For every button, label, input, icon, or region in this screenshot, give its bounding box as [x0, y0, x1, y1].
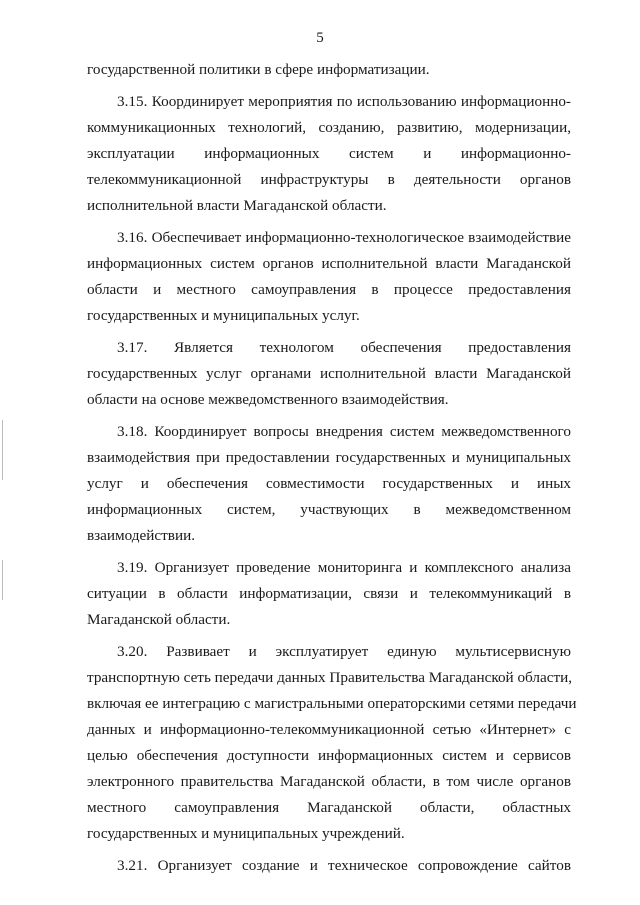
- text-line: 3.18. Координирует вопросы внедрения систем межведомственного: [117, 423, 571, 440]
- text-line: области и местного самоуправления в процессе предоставления: [87, 281, 571, 298]
- text-line: эксплуатации информационных систем и информационно-: [87, 145, 571, 162]
- text-line: данных и информационно-телекоммуникационной сетью «Интернет» с: [87, 721, 571, 738]
- text-line: информационных систем, участвующих в межведомственном: [87, 501, 571, 518]
- text-line: государственной политики в сфере информатизации.: [87, 61, 430, 78]
- text-line: информационных систем органов исполнительной власти Магаданской: [87, 255, 571, 272]
- scan-margin-mark: [2, 420, 3, 480]
- text-line: ситуации в области информатизации, связи и телекоммуникаций в: [87, 585, 571, 602]
- text-line: Магаданской области.: [87, 611, 231, 628]
- text-line: 3.16. Обеспечивает информационно-технологическое взаимодействие: [117, 229, 571, 246]
- text-line: местного самоуправления Магаданской области, областных: [87, 799, 571, 816]
- text-line: транспортную сеть передачи данных Правительства Магаданской области,: [87, 669, 573, 686]
- paragraph-3-19: [87, 555, 571, 633]
- text-line: 3.19. Организует проведение мониторинга и комплексного анализа: [117, 559, 571, 576]
- text-line: государственных услуг органами исполнительной власти Магаданской: [87, 365, 571, 382]
- paragraph-3-20: [87, 639, 577, 847]
- paragraph-3-15: [87, 89, 571, 219]
- document-body: [87, 57, 577, 879]
- paragraph-3-21: [87, 853, 571, 879]
- text-line: телекоммуникационной инфраструктуры в деятельности органов: [87, 171, 571, 188]
- text-line: целью обеспечения доступности информационных систем и сервисов: [87, 747, 571, 764]
- paragraph-3-16: [87, 225, 571, 329]
- text-line: 3.20. Развивает и эксплуатирует единую мультисервисную: [117, 643, 571, 660]
- text-line: взаимодействия при предоставлении государственных и муниципальных: [87, 449, 571, 466]
- text-line: 3.21. Организует создание и техническое сопровождение сайтов: [117, 857, 571, 874]
- text-line: включая ее интеграцию с магистральными операторскими сетями передачи: [87, 695, 577, 712]
- text-line: услуг и обеспечения совместимости государственных и иных: [87, 475, 571, 492]
- paragraph-3-17: [87, 335, 571, 413]
- text-line: области на основе межведомственного взаимодействия.: [87, 391, 449, 408]
- text-line: 3.17. Является технологом обеспечения предоставления: [117, 339, 571, 356]
- paragraph: [87, 57, 571, 83]
- page-number: 5: [316, 30, 324, 46]
- text-line: электронного правительства Магаданской области, в том числе органов: [87, 773, 571, 790]
- text-line: взаимодействии.: [87, 527, 196, 544]
- text-line: коммуникационных технологий, созданию, развитию, модернизации,: [87, 119, 571, 136]
- scan-margin-mark: [2, 560, 3, 600]
- text-line: государственных и муниципальных услуг.: [87, 307, 360, 324]
- paragraph-3-18: [87, 419, 571, 549]
- text-line: 3.15. Координирует мероприятия по использованию информационно-: [117, 93, 571, 110]
- text-line: государственных и муниципальных учреждений.: [87, 825, 405, 842]
- text-line: исполнительной власти Магаданской области.: [87, 197, 387, 214]
